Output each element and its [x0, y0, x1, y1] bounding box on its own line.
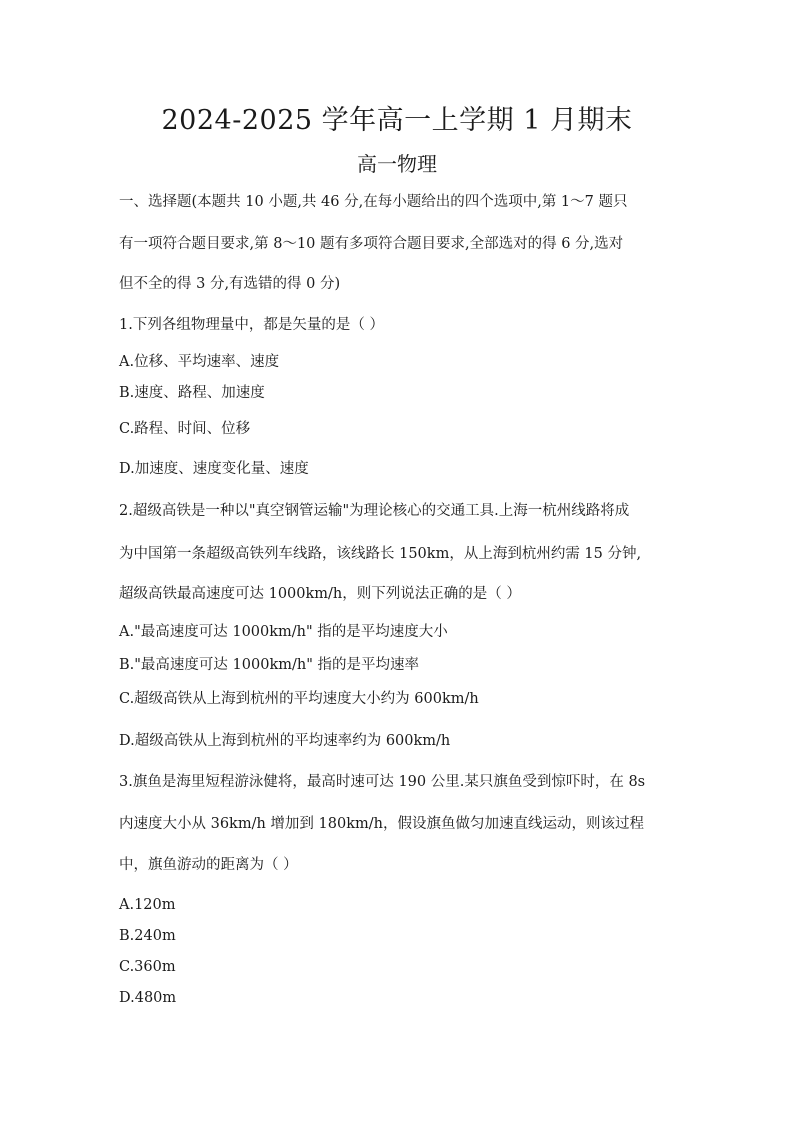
option-b: B.速度、路程、加速度 [119, 385, 265, 401]
option-d: D.超级高铁从上海到杭州的平均速率约为 600km/h [119, 733, 451, 749]
option-b: B."最高速度可达 1000km/h" 指的是平均速率 [119, 657, 419, 673]
option-c: C.360m [119, 959, 176, 975]
option-a: A.120m [119, 897, 176, 913]
option-c: C.超级高铁从上海到杭州的平均速度大小约为 600km/h [119, 691, 479, 707]
option-d: D.加速度、速度变化量、速度 [119, 461, 309, 477]
instruction-line: 一、选择题(本题共 10 小题,共 46 分,在每小题给出的四个选项中,第 1～7 题只 [119, 194, 628, 210]
option-b: B.240m [119, 928, 176, 944]
question-stem: 3.旗鱼是海里短程游泳健将，最高时速可达 190 公里.某只旗鱼受到惊吓时，在 8s [119, 774, 646, 790]
instruction-line: 但不全的得 3 分,有选错的得 0 分) [119, 276, 341, 292]
option-c: C.路程、时间、位移 [119, 421, 251, 437]
question-stem: 中，旗鱼游动的距离为（ ） [119, 857, 298, 873]
option-d: D.480m [119, 990, 177, 1006]
option-a: A.位移、平均速率、速度 [119, 354, 280, 370]
option-a: A."最高速度可达 1000km/h" 指的是平均速度大小 [119, 624, 448, 640]
question-stem: 1.下列各组物理量中，都是矢量的是（ ） [119, 317, 384, 333]
question-stem: 超级高铁最高速度可达 1000km/h，则下列说法正确的是（ ） [119, 586, 521, 602]
exam-subtitle: 高一物理 [357, 152, 437, 176]
exam-title: 2024-2025 学年高一上学期 1 月期末 [161, 105, 633, 136]
question-stem: 内速度大小从 36km/h 增加到 180km/h，假设旗鱼做匀加速直线运动，则该过程 [119, 816, 644, 832]
question-stem: 2.超级高铁是一种以"真空钢管运输"为理论核心的交通工具.上海一杭州线路将成 [119, 503, 630, 519]
instruction-line: 有一项符合题目要求,第 8～10 题有多项符合题目要求,全部选对的得 6 分,选对 [119, 236, 624, 252]
question-stem: 为中国第一条超级高铁列车线路，该线路长 150km，从上海到杭州约需 15 分钟, [119, 546, 642, 562]
